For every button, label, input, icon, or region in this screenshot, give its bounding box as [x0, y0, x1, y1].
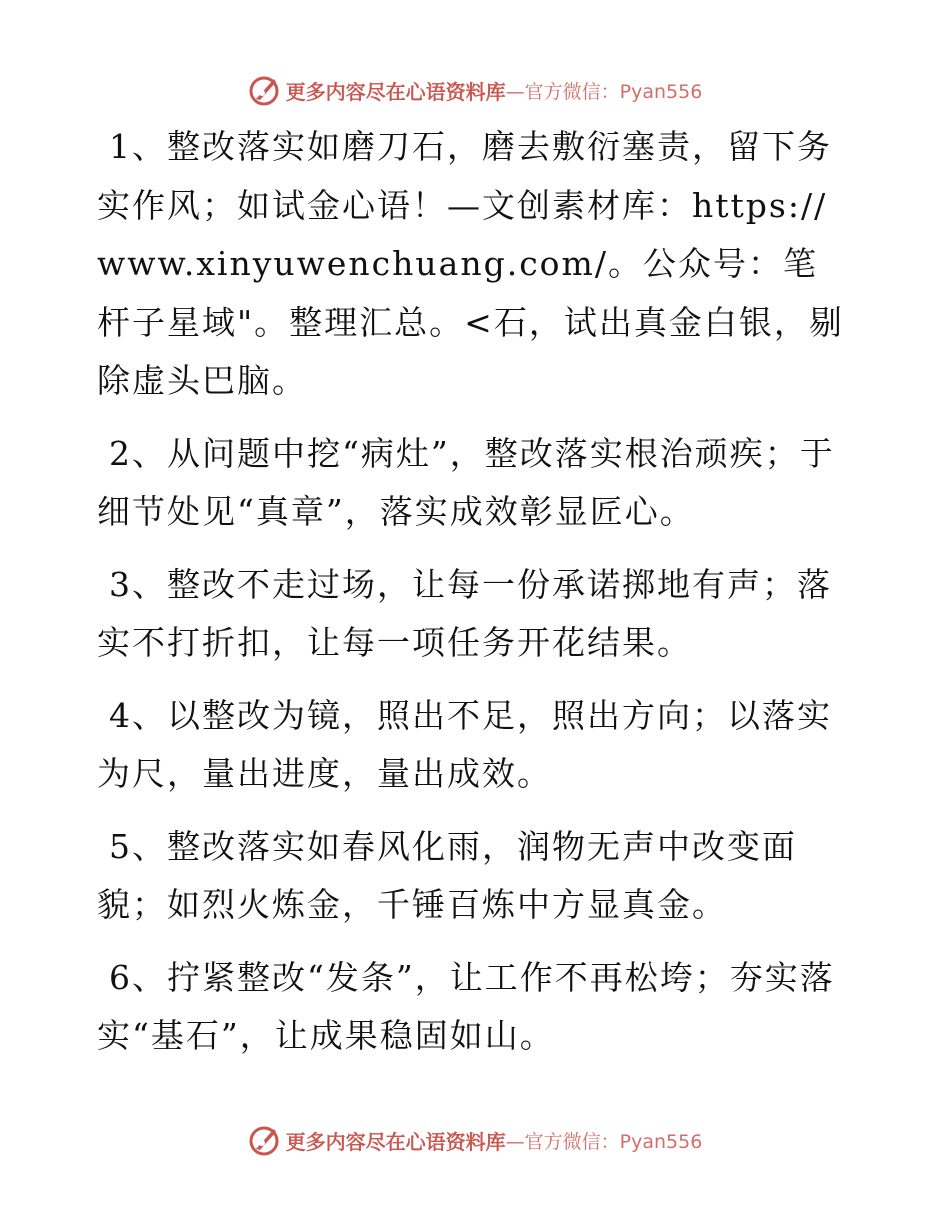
paragraph-3: 3、整改不走过场，让每一份承诺掷地有声；落实不打折扣，让每一项任务开花结果。	[97, 564, 832, 662]
header-banner	[0, 70, 950, 110]
banner-wechat: —官方微信：Pyan556	[505, 1130, 703, 1153]
banner-wechat: —官方微信：Pyan556	[505, 80, 703, 103]
quill-logo-icon	[248, 73, 282, 107]
paragraph-2: 2、从问题中挖“病灶”，整改落实根治顽疾；于细节处见“真章”，落实成效彰显匠心。	[97, 433, 835, 531]
paragraph-6: 6、拧紧整改“发条”，让工作不再松垮；夯实落实“基石”，让成果稳固如山。	[97, 957, 835, 1055]
banner-title: 更多内容尽在心语资料库	[285, 1129, 506, 1154]
paragraph-4: 4、以整改为镜，照出不足，照出方向；以落实为尺，量出进度，量出成效。	[97, 695, 832, 793]
document-body	[97, 118, 849, 1080]
banner-title: 更多内容尽在心语资料库	[285, 79, 506, 104]
paragraph-1: 1、整改落实如磨刀石，磨去敷衍塞责，留下务实作风；如试金心语！—文创素材库：https://www.xinyuwenchuang.com/。公众号：笔杆子星域"。整理汇总。<石，试出真金白银，剔除虚头巴脑。	[97, 127, 844, 400]
quill-logo-icon	[248, 1123, 282, 1157]
footer-banner	[0, 1120, 950, 1160]
paragraph-5: 5、整改落实如春风化雨，润物无声中改变面貌；如烈火炼金，千锤百炼中方显真金。	[97, 826, 797, 924]
